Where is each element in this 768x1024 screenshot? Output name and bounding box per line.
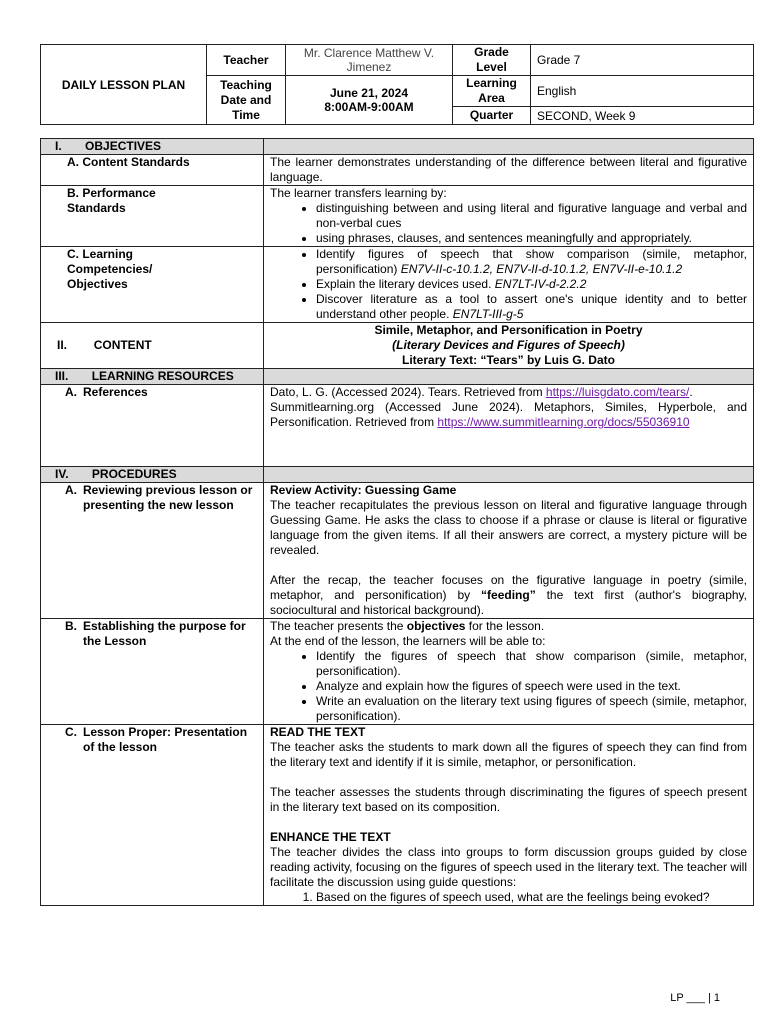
list-item: • distinguishing between and using literal and figurative language and verbal and non-verbal cues [316,201,747,231]
quarter-label: Quarter [453,107,531,125]
procedure-b-line-1: The teacher presents the objectives for the lesson. [270,619,545,633]
competencies-label: C. Learning Competencies/ Objectives [41,247,264,323]
lesson-table [40,138,754,906]
content-label: II. CONTENT [41,323,264,369]
references-row [41,385,754,467]
read-text-paragraph-1: The teacher asks the students to mark down all the figures of speech they can find from the literary text and identify if it is simile, metaphor, or personification. [270,740,747,769]
performance-list [270,201,747,246]
procedure-c-row [41,725,754,906]
procedure-a-paragraph-1: The teacher recapitulates the previous lesson on literal and figurative language through Guessing Game. He asks the class to choose if a phrase or clause is literal or figurative language from the given items. If all their answers are correct, a mystery picture will be revealed. [270,498,747,557]
procedure-a-label: A. Reviewing previous lesson or presenting the new lesson [41,483,264,619]
date-label: Teaching Date and Time [207,76,286,125]
page-footer: LP ___ | 1 [670,992,720,1004]
reference-2: Summitlearning.org (Accessed June 2024). Metaphors, Similes, Hyperbole, and Personification. Retrieved from https://www.summitlearning.org/docs/55036910 [270,400,747,429]
content-standards-row [41,155,754,186]
content-standards-label: A. Content Standards [41,155,264,186]
resources-heading-row: III. LEARNING RESOURCES [41,369,754,385]
area-label: Learning Area [453,76,531,107]
list-item: • Identify figures of speech that show comparison (simile, metaphor, personification) EN7V-II-c-10.1.2, EN7V-II-d-10.1.2, EN7V-II-e-10.1.2 [316,247,747,277]
teacher-label: Teacher [207,45,286,76]
procedure-a-paragraph-2: After the recap, the teacher focuses on the figurative language in poetry (simile, metaphor, and personification) by “feeding” the text first (author's biography, sociocultural and historical background). [270,573,747,617]
list-item: • Analyze and explain how the figures of speech were used in the text. [316,679,747,694]
read-text-title: READ THE TEXT [270,725,366,739]
quarter-value: SECOND, Week 9 [531,107,754,125]
area-value: English [531,76,754,107]
reference-1-link[interactable]: https://luisgdato.com/tears/ [545,385,690,399]
procedure-a-title: Review Activity: Guessing Game [270,483,457,497]
teacher-value: Mr. Clarence Matthew V. Jimenez [286,45,453,76]
list-item: • using phrases, clauses, and sentences meaningfully and appropriately. [316,231,747,246]
reference-2-link[interactable]: https://www.summitlearning.org/docs/55036910 [437,415,690,429]
procedure-b-list [270,649,747,724]
header-table [40,44,754,125]
read-text-paragraph-2: The teacher assesses the students through discriminating the figures of speech present in the literary text based on its composition. [270,785,747,814]
list-item: • Write an evaluation on the literary text using figures of speech (simile, metaphor, personification). [316,694,747,724]
objectives-heading-row: I. OBJECTIVES [41,139,754,155]
performance-intro: The learner transfers learning by: [270,186,447,200]
competencies-row [41,247,754,323]
content-standards-text: The learner demonstrates understanding of the difference between literal and figurative language. [264,155,754,186]
performance-standards-row [41,186,754,247]
grade-label: Grade Level [453,45,531,76]
content-row [41,323,754,369]
performance-standards-label: B. Performance Standards [41,186,264,247]
content-title: Simile, Metaphor, and Personification in Poetry [374,323,643,337]
competencies-list [270,247,747,322]
enhance-text-title: ENHANCE THE TEXT [270,830,391,844]
references-label: A. References [41,385,264,467]
date-value: June 21, 2024 8:00AM-9:00AM [286,76,453,125]
procedure-c-label: C. Lesson Proper: Presentation of the lesson [41,725,264,906]
document-title: DAILY LESSON PLAN [41,45,207,125]
list-item: • Explain the literary devices used. EN7LT-IV-d-2.2.2 [316,277,747,292]
list-item: 1. Based on the figures of speech used, what are the feelings being evoked? [316,890,747,905]
content-literary-text: Literary Text: “Tears” by Luis G. Dato [402,353,615,367]
list-item: • Discover literature as a tool to assert one's unique identity and to better understand other people. EN7LT-III-g-5 [316,292,747,322]
enhance-text-paragraph: The teacher divides the class into groups to form discussion groups guided by close reading activity, focusing on the figures of speech used in the literary text. The teacher will facilitate the discussion using guide questions: [270,845,747,889]
content-subtitle: (Literary Devices and Figures of Speech) [392,338,625,352]
grade-value: Grade 7 [531,45,754,76]
procedure-b-row [41,619,754,725]
reference-1: Dato, L. G. (Accessed 2024). Tears. Retrieved from https://luisgdato.com/tears/. [270,385,693,399]
list-item: • Identify the figures of speech that show comparison (simile, metaphor, personification). [316,649,747,679]
procedure-b-line-2: At the end of the lesson, the learners will be able to: [270,634,546,648]
procedure-a-row [41,483,754,619]
procedure-b-label: B. Establishing the purpose for the Lesson [41,619,264,725]
procedures-heading-row: IV. PROCEDURES [41,467,754,483]
guide-questions-list [270,890,747,905]
